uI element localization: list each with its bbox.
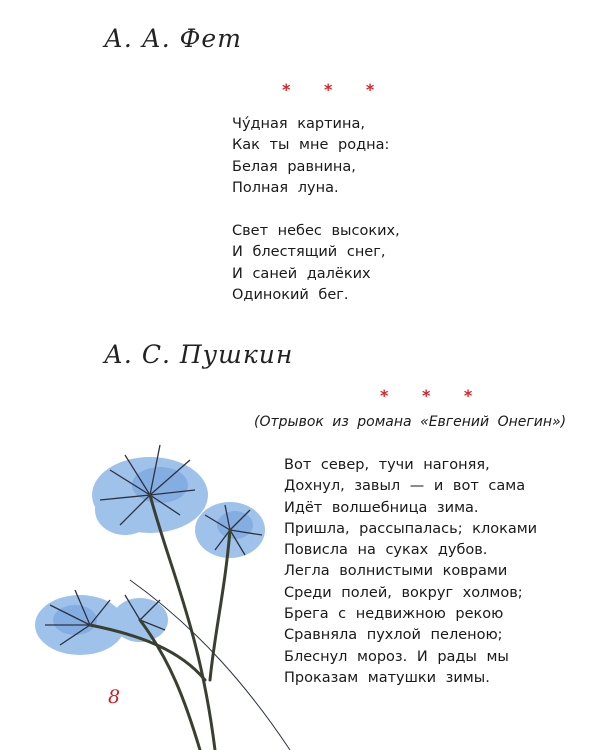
poem-subtitle: (Отрывок из романа «Евгений Онегин») <box>254 414 567 430</box>
poem-line: Как ты мне родна: <box>232 137 390 154</box>
poem-line: Пришла, рассыпалась; клоками <box>284 520 538 537</box>
poem-line: Легла волнистыми коврами <box>284 563 508 580</box>
flower-illustration <box>0 430 320 750</box>
poem-line: Одинокий бег. <box>232 287 349 304</box>
author-heading-fet: А. А. Фет <box>104 24 242 53</box>
pushkin-poem <box>284 455 537 689</box>
page-number: 8 <box>108 686 121 708</box>
poem-line: Вот север, тучи нагоняя, <box>284 457 490 473</box>
poem-line: Дохнул, завыл — и вот сама <box>284 478 526 495</box>
poem-line: Свет небес высоких, <box>232 223 400 240</box>
poem-line: Брега с недвижною рекою <box>284 606 504 623</box>
poem-line: Белая равнина, <box>232 158 356 175</box>
separator-stars: * * * <box>380 386 487 405</box>
poem-line: Среди полей, вокруг холмов; <box>284 584 523 601</box>
poem-line: Повисла на суках дубов. <box>284 542 488 559</box>
poem-line: И блестящий снег, <box>232 244 386 261</box>
poem-line: Идёт волшебница зима. <box>284 499 479 516</box>
separator-stars: * * * <box>282 80 389 99</box>
fet-poem <box>232 114 400 306</box>
poem-line: Блеснул мороз. И рады мы <box>284 648 509 665</box>
poem-line: И саней далёких <box>232 265 371 282</box>
author-heading-pushkin: А. С. Пушкин <box>104 340 294 369</box>
poem-line: Проказам матушки зимы. <box>284 669 490 686</box>
poem-line: Чу́дная картина, <box>232 116 365 132</box>
poem-line: Сравняла пухлой пеленою; <box>284 627 503 644</box>
poem-line: Полная луна. <box>232 179 339 196</box>
